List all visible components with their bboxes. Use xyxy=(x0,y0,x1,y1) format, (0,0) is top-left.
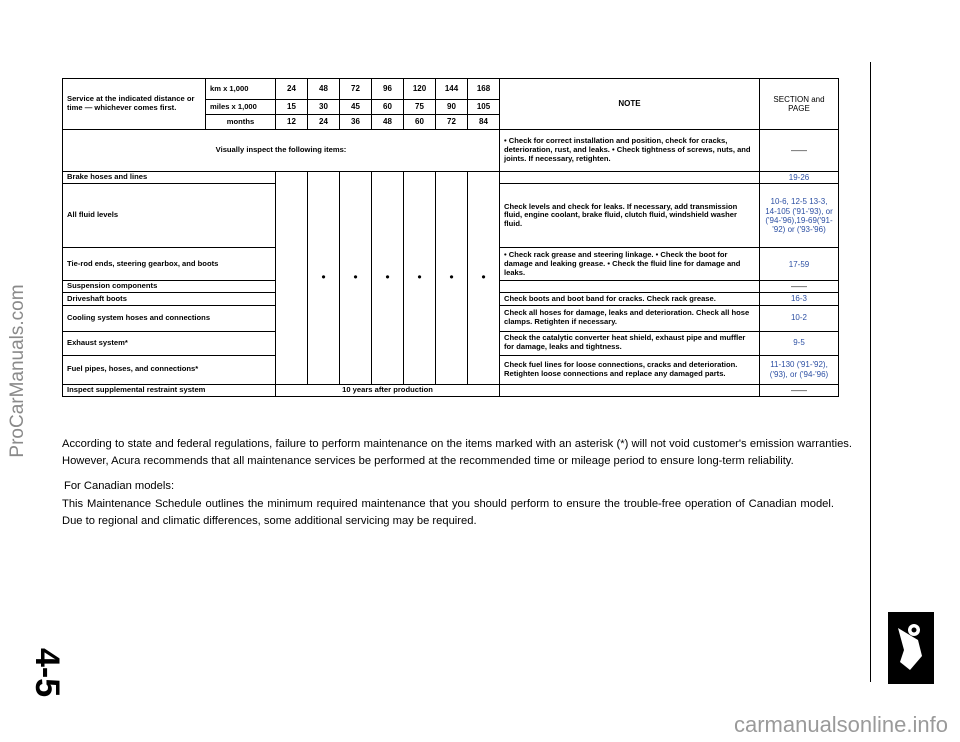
item-note xyxy=(500,281,760,293)
km-cell: 144 xyxy=(436,79,468,100)
item-name: Fuel pipes, hoses, and connections* xyxy=(63,355,276,384)
row-km-label: km x 1,000 xyxy=(206,79,276,100)
item-name: Cooling system hoses and connections xyxy=(63,305,276,331)
months-cell: 12 xyxy=(276,115,308,130)
maintenance-schedule-table xyxy=(62,78,839,397)
item-section: 16-3 xyxy=(760,293,839,305)
item-note xyxy=(500,172,760,184)
visual-inspect-label: Visually inspect the following items: xyxy=(63,130,500,172)
km-cell: 120 xyxy=(404,79,436,100)
miles-cell: 75 xyxy=(404,100,436,115)
dot-cell: ● xyxy=(468,172,500,385)
item-name: Driveshaft boots xyxy=(63,293,276,305)
dot-cell: ● xyxy=(340,172,372,385)
km-cell: 24 xyxy=(276,79,308,100)
visual-inspect-note: • Check for correct installation and position, check for cracks, deterioration, rust, and leaks. • Check tightness of screws, nuts, and joints. If necessary, retighten. xyxy=(500,130,760,172)
km-cell: 48 xyxy=(308,79,340,100)
months-cell: 48 xyxy=(372,115,404,130)
item-section: 10-2 xyxy=(760,305,839,331)
margin-rule xyxy=(870,62,871,682)
months-cell: 36 xyxy=(340,115,372,130)
item-name: Exhaust system* xyxy=(63,331,276,355)
months-cell: 84 xyxy=(468,115,500,130)
months-cell: 60 xyxy=(404,115,436,130)
visual-inspect-section: —— xyxy=(760,130,839,172)
canadian-heading: For Canadian models: xyxy=(64,480,175,492)
item-name: Inspect supplemental restraint system xyxy=(63,384,276,396)
dot-cell: ● xyxy=(404,172,436,385)
canadian-paragraph: This Maintenance Schedule outlines the minimum required maintenance that you should perform to ensure the trouble-free operation of Canadian model. Due to regional and climatic differences, some additional servicing may be required. xyxy=(62,498,834,527)
note-header: NOTE xyxy=(500,79,760,130)
km-cell: 96 xyxy=(372,79,404,100)
item-section: —— xyxy=(760,384,839,396)
item-section: 10-6, 12-5 13-3, 14-105 ('91-'93), or ('94-'96),19-69('91-'92) or ('93-'96) xyxy=(760,184,839,248)
item-name: Tie-rod ends, steering gearbox, and boots xyxy=(63,248,276,281)
miles-cell: 90 xyxy=(436,100,468,115)
item-section: 9-5 xyxy=(760,331,839,355)
item-note: Check the catalytic converter heat shield, exhaust pipe and muffler for damage, leaks and tightness. xyxy=(500,331,760,355)
row-months-label: months xyxy=(206,115,276,130)
months-cell: 72 xyxy=(436,115,468,130)
miles-cell: 105 xyxy=(468,100,500,115)
service-label: Service at the indicated distance or time — whichever comes first. xyxy=(63,79,206,130)
miles-cell: 15 xyxy=(276,100,308,115)
item-note: Check levels and check for leaks. If necessary, add transmission fluid, engine coolant, brake fluid, clutch fluid, windshield washer fluid. xyxy=(500,184,760,248)
item-name: Suspension components xyxy=(63,281,276,293)
item-note xyxy=(500,384,760,396)
dot-cell: ● xyxy=(308,172,340,385)
item-section: —— xyxy=(760,281,839,293)
row-miles-label: miles x 1,000 xyxy=(206,100,276,115)
dot-cell: ● xyxy=(372,172,404,385)
item-name: All fluid levels xyxy=(63,184,276,248)
months-cell: 24 xyxy=(308,115,340,130)
km-cell: 168 xyxy=(468,79,500,100)
miles-cell: 45 xyxy=(340,100,372,115)
km-cell: 72 xyxy=(340,79,372,100)
watermark-bottom: carmanualsonline.info xyxy=(733,712,948,737)
item-note: Check fuel lines for loose connections, cracks and deterioration. Retighten loose connections and replace any damaged parts. xyxy=(500,355,760,384)
item-section: 19-26 xyxy=(760,172,839,184)
miles-cell: 30 xyxy=(308,100,340,115)
srs-note: 10 years after production xyxy=(276,384,500,396)
item-note: • Check rack grease and steering linkage. • Check the boot for damage and leaking grease. • Check the fluid line for damage and leaks. xyxy=(500,248,760,281)
miles-cell: 60 xyxy=(372,100,404,115)
item-name: Brake hoses and lines xyxy=(63,172,276,184)
dot-cell xyxy=(276,172,308,385)
item-section: 11-130 ('91-'92), ('93), or ('94-'96) xyxy=(760,355,839,384)
wrench-tab-icon xyxy=(888,612,934,684)
section-header: SECTION and PAGE xyxy=(760,79,839,130)
item-section: 17-59 xyxy=(760,248,839,281)
watermark-side: ProCarManuals.com xyxy=(7,284,28,458)
emission-paragraph: According to state and federal regulations, failure to perform maintenance on the items marked with an asterisk (*) will not void customer's emission warranties. However, Acura recommends that all maintenance services be performed at the recommended time or mileage period to ensure long-term reliability. xyxy=(62,438,852,467)
item-note: Check boots and boot band for cracks. Check rack grease. xyxy=(500,293,760,305)
page-number: 4-5 xyxy=(28,648,66,698)
dot-cell: ● xyxy=(436,172,468,385)
item-note: Check all hoses for damage, leaks and deterioration. Check all hose clamps. Retighten if necessary. xyxy=(500,305,760,331)
